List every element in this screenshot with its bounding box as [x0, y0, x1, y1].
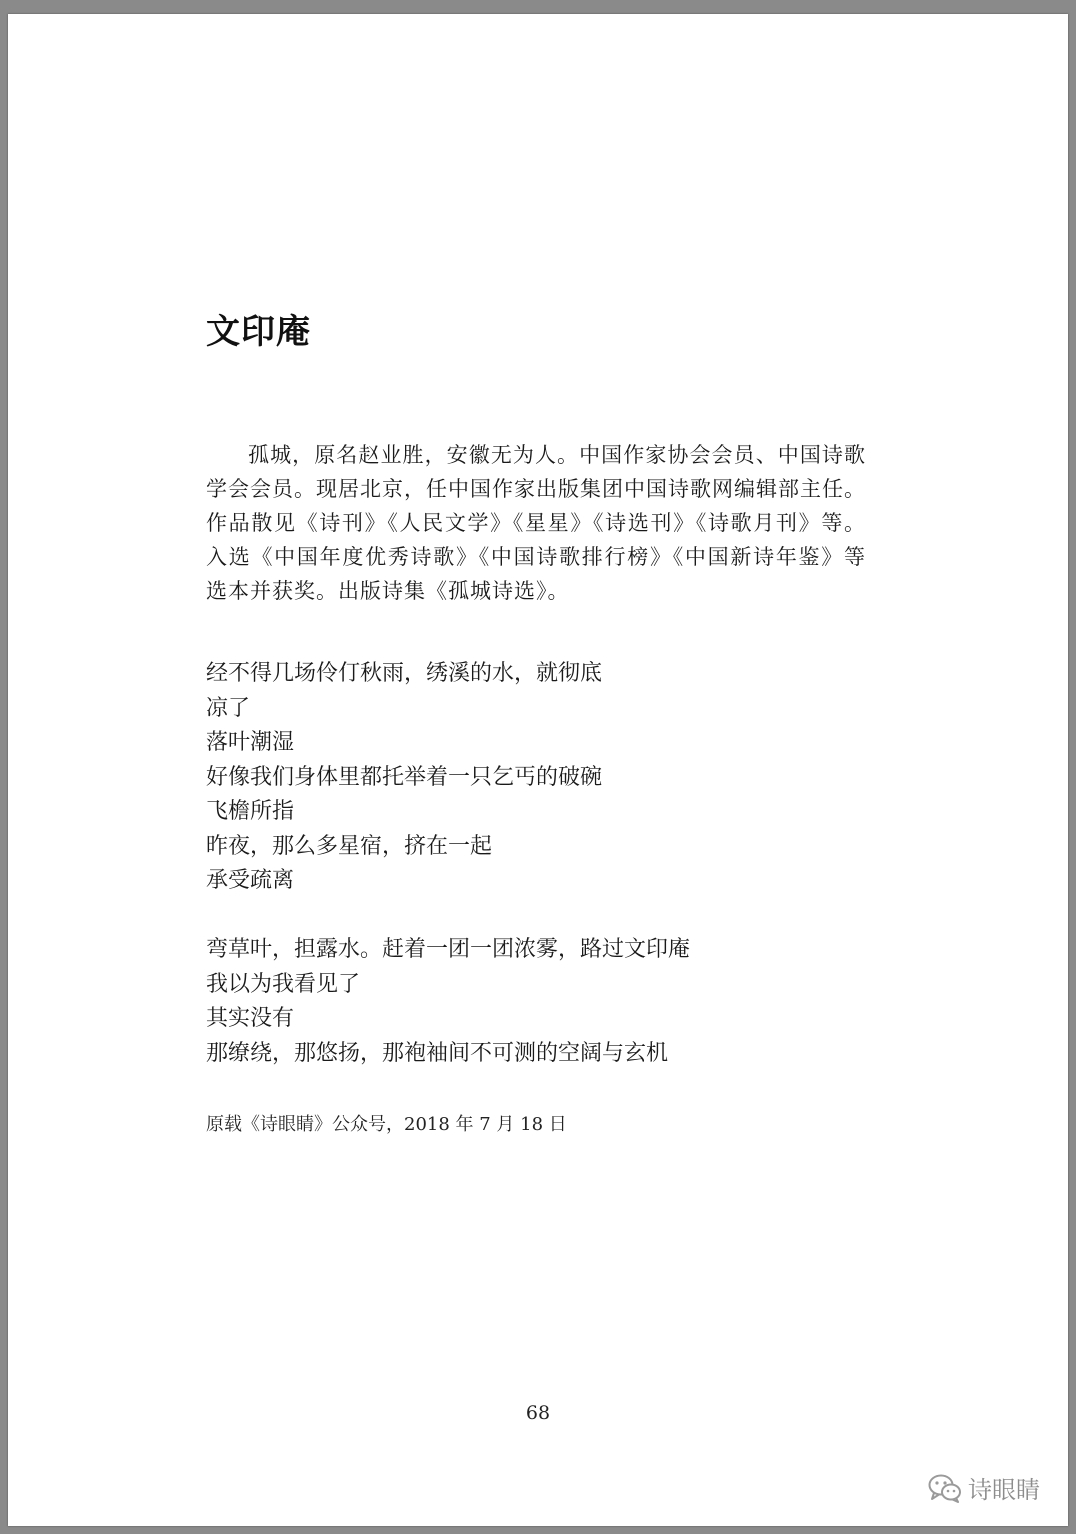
stanza-1 [206, 657, 846, 899]
poem-line: 凉了 [206, 695, 251, 721]
poem-line: 好像我们身体里都托举着一只乞丐的破碗 [206, 764, 603, 790]
poem-line: 其实没有 [206, 1006, 295, 1031]
document-page [8, 14, 1068, 1526]
poem-line: 落叶潮湿 [206, 730, 295, 755]
poem-line: 我以为我看见了 [206, 971, 361, 997]
page-number: 68 [525, 1402, 551, 1424]
watermark-label: 诗眼睛 [968, 1476, 1040, 1504]
poem-line: 飞檐所指 [206, 799, 295, 824]
watermark [928, 1470, 1040, 1505]
poem-line: 弯草叶，担露水。赶着一团一团浓雾，路过文印庵 [206, 937, 691, 962]
poem-line: 昨夜，那么多星宿，挤在一起 [206, 833, 493, 859]
source-note: 原载《诗眼睛》公众号，2018 年 7 月 18 日 [206, 1114, 567, 1135]
poem-line: 承受疏离 [206, 868, 295, 893]
author-bio: 孤城，原名赵业胜，安徽无为人。中国作家协会会员、中国诗歌学会会员。现居北京，任中国作家出版集团中国诗歌网编辑部主任。作品散见《诗刊》《人民文学》《星星》《诗选刊》《诗歌月刊》等。入选《中国年度优秀诗歌》《中国诗歌排行榜》《中国新诗年鉴》等选本并获奖。出版诗集《孤城诗选》。 [206, 443, 866, 603]
poem-title: 文印庵 [206, 312, 311, 352]
poem-line: 经不得几场伶仃秋雨，绣溪的水，就彻底 [206, 661, 603, 686]
stanza-2 [206, 933, 846, 1071]
poem-line: 那缭绕，那悠扬，那袍袖间不可测的空阔与玄机 [206, 1040, 669, 1066]
wechat-icon [928, 1473, 962, 1503]
